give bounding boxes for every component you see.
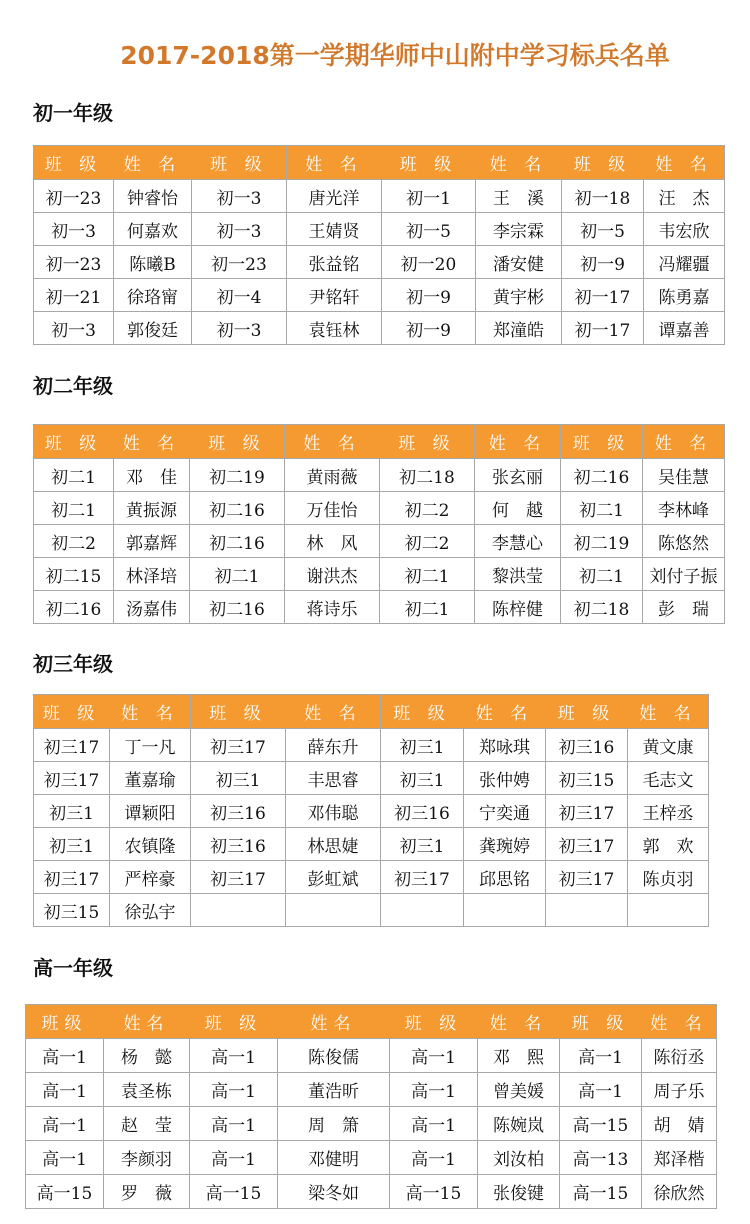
student-name-cell: 徐珞甯 bbox=[114, 279, 192, 312]
table-row bbox=[34, 861, 709, 894]
class-cell bbox=[381, 894, 464, 927]
class-cell: 高一15 bbox=[390, 1175, 478, 1209]
header-row bbox=[34, 695, 709, 729]
class-cell: 初一3 bbox=[192, 312, 287, 345]
class-cell: 高一15 bbox=[560, 1175, 642, 1209]
roster-table-grade8 bbox=[33, 424, 725, 624]
student-name-cell: 钟睿怡 bbox=[114, 180, 192, 213]
class-cell: 高一1 bbox=[26, 1039, 104, 1073]
table-row bbox=[34, 894, 709, 927]
table-row bbox=[34, 762, 709, 795]
student-name-cell: 陈贞羽 bbox=[628, 861, 709, 894]
student-name-cell: 赵 莹 bbox=[104, 1107, 190, 1141]
class-cell: 初一21 bbox=[34, 279, 114, 312]
class-cell bbox=[191, 894, 286, 927]
class-cell: 高一1 bbox=[390, 1073, 478, 1107]
class-cell: 初三17 bbox=[34, 729, 110, 762]
class-cell: 高一1 bbox=[560, 1039, 642, 1073]
class-cell: 高一1 bbox=[190, 1073, 278, 1107]
column-header-class: 班 级 bbox=[381, 695, 464, 729]
class-cell: 初三17 bbox=[546, 861, 628, 894]
student-name-cell: 张玄丽 bbox=[475, 459, 561, 492]
column-header-class: 班 级 bbox=[190, 1005, 278, 1039]
class-cell: 初三16 bbox=[546, 729, 628, 762]
column-header-class: 班 级 bbox=[34, 425, 114, 459]
class-cell: 初二18 bbox=[561, 591, 643, 624]
class-cell: 初二16 bbox=[34, 591, 114, 624]
table-row bbox=[34, 246, 725, 279]
class-cell: 高一1 bbox=[190, 1141, 278, 1175]
student-name-cell: 董嘉瑜 bbox=[110, 762, 191, 795]
student-name-cell: 黄雨薇 bbox=[285, 459, 380, 492]
student-name-cell: 邓伟聪 bbox=[286, 795, 381, 828]
student-name-cell: 郑潼皓 bbox=[476, 312, 562, 345]
student-name-cell: 林思婕 bbox=[286, 828, 381, 861]
student-name-cell: 严梓豪 bbox=[110, 861, 191, 894]
student-name-cell: 薛东升 bbox=[286, 729, 381, 762]
student-name-cell bbox=[628, 894, 709, 927]
class-cell: 初三16 bbox=[191, 795, 286, 828]
header-row bbox=[26, 1005, 717, 1039]
student-name-cell: 潘安健 bbox=[476, 246, 562, 279]
student-name-cell: 彭 瑞 bbox=[643, 591, 725, 624]
class-cell: 初一9 bbox=[382, 312, 476, 345]
student-name-cell: 汪 杰 bbox=[644, 180, 725, 213]
column-header-class: 班 级 bbox=[560, 1005, 642, 1039]
student-name-cell: 李颜羽 bbox=[104, 1141, 190, 1175]
class-cell: 初一5 bbox=[382, 213, 476, 246]
column-header-class: 班 级 bbox=[34, 695, 110, 729]
student-name-cell: 郭 欢 bbox=[628, 828, 709, 861]
student-name-cell: 张仲娉 bbox=[464, 762, 546, 795]
column-header-name: 姓 名 bbox=[478, 1005, 560, 1039]
class-cell: 高一13 bbox=[560, 1141, 642, 1175]
student-name-cell: 张益铭 bbox=[287, 246, 382, 279]
student-name-cell: 黄文康 bbox=[628, 729, 709, 762]
table-row bbox=[26, 1141, 717, 1175]
class-cell: 初一3 bbox=[34, 213, 114, 246]
student-name-cell: 林 风 bbox=[285, 525, 380, 558]
class-cell: 初三17 bbox=[34, 861, 110, 894]
class-cell: 初二16 bbox=[190, 591, 285, 624]
column-header-class: 班 级 bbox=[561, 425, 643, 459]
student-name-cell: 周 箫 bbox=[278, 1107, 390, 1141]
class-cell: 初一20 bbox=[382, 246, 476, 279]
column-header-name: 姓 名 bbox=[287, 146, 382, 180]
student-name-cell: 丁一凡 bbox=[110, 729, 191, 762]
column-header-class: 班 级 bbox=[192, 146, 287, 180]
table-row bbox=[34, 213, 725, 246]
class-cell: 初二1 bbox=[190, 558, 285, 591]
roster-table-grade9 bbox=[33, 694, 709, 927]
class-cell: 初一23 bbox=[192, 246, 287, 279]
student-name-cell: 杨 懿 bbox=[104, 1039, 190, 1073]
student-name-cell: 郑咏琪 bbox=[464, 729, 546, 762]
student-name-cell: 袁圣栋 bbox=[104, 1073, 190, 1107]
class-cell: 高一1 bbox=[190, 1039, 278, 1073]
table-row bbox=[34, 729, 709, 762]
student-name-cell: 董浩昕 bbox=[278, 1073, 390, 1107]
student-name-cell: 王梓丞 bbox=[628, 795, 709, 828]
class-cell: 高一15 bbox=[560, 1107, 642, 1141]
student-name-cell: 胡 婧 bbox=[642, 1107, 717, 1141]
class-cell: 高一1 bbox=[390, 1107, 478, 1141]
student-name-cell bbox=[286, 894, 381, 927]
student-name-cell: 万佳怡 bbox=[285, 492, 380, 525]
column-header-class: 班 级 bbox=[382, 146, 476, 180]
table-row bbox=[26, 1175, 717, 1209]
student-name-cell: 梁冬如 bbox=[278, 1175, 390, 1209]
student-name-cell: 邓 佳 bbox=[114, 459, 190, 492]
class-cell: 初一9 bbox=[382, 279, 476, 312]
table-row bbox=[34, 312, 725, 345]
student-name-cell: 汤嘉伟 bbox=[114, 591, 190, 624]
student-name-cell: 吴佳慧 bbox=[643, 459, 725, 492]
table-row bbox=[34, 492, 725, 525]
class-cell: 高一15 bbox=[26, 1175, 104, 1209]
student-name-cell: 郑泽楷 bbox=[642, 1141, 717, 1175]
page-title: 2017-2018第一学期华师中山附中学习标兵名单 bbox=[120, 41, 670, 70]
class-cell: 初一23 bbox=[34, 246, 114, 279]
student-name-cell: 谢洪杰 bbox=[285, 558, 380, 591]
class-cell: 初三1 bbox=[381, 828, 464, 861]
column-header-name: 姓 名 bbox=[110, 695, 191, 729]
student-name-cell: 徐欣然 bbox=[642, 1175, 717, 1209]
student-name-cell: 林泽培 bbox=[114, 558, 190, 591]
class-cell: 初三17 bbox=[546, 828, 628, 861]
column-header-class: 班 级 bbox=[34, 146, 114, 180]
class-cell: 初二1 bbox=[380, 591, 475, 624]
grade-heading-2: 初二年级 bbox=[33, 374, 113, 398]
class-cell: 高一1 bbox=[390, 1039, 478, 1073]
student-name-cell: 陈婉岚 bbox=[478, 1107, 560, 1141]
student-name-cell: 李慧心 bbox=[475, 525, 561, 558]
student-name-cell: 何嘉欢 bbox=[114, 213, 192, 246]
column-header-name: 姓 名 bbox=[643, 425, 725, 459]
student-name-cell: 龚琬婷 bbox=[464, 828, 546, 861]
student-name-cell: 陈曦B bbox=[114, 246, 192, 279]
class-cell: 初三16 bbox=[191, 828, 286, 861]
column-header-name: 姓名 bbox=[104, 1005, 190, 1039]
class-cell: 初三17 bbox=[381, 861, 464, 894]
class-cell: 高一1 bbox=[26, 1107, 104, 1141]
student-name-cell: 邓健明 bbox=[278, 1141, 390, 1175]
class-cell: 初三1 bbox=[34, 795, 110, 828]
class-cell: 初二1 bbox=[34, 459, 114, 492]
student-name-cell: 农镇隆 bbox=[110, 828, 191, 861]
student-name-cell: 谭嘉善 bbox=[644, 312, 725, 345]
student-name-cell: 陈悠然 bbox=[643, 525, 725, 558]
student-name-cell: 何 越 bbox=[475, 492, 561, 525]
class-cell: 初二18 bbox=[380, 459, 475, 492]
column-header-name: 姓 名 bbox=[114, 425, 190, 459]
class-cell: 初二2 bbox=[380, 492, 475, 525]
student-name-cell bbox=[464, 894, 546, 927]
class-cell: 初二2 bbox=[380, 525, 475, 558]
student-name-cell: 黄振源 bbox=[114, 492, 190, 525]
student-name-cell: 陈衍丞 bbox=[642, 1039, 717, 1073]
class-cell: 初二2 bbox=[34, 525, 114, 558]
student-name-cell: 罗 薇 bbox=[104, 1175, 190, 1209]
grade-heading-1: 初一年级 bbox=[33, 101, 113, 125]
student-name-cell: 彭虹斌 bbox=[286, 861, 381, 894]
student-name-cell: 谭颖阳 bbox=[110, 795, 191, 828]
class-cell: 初二15 bbox=[34, 558, 114, 591]
table-row bbox=[34, 459, 725, 492]
table-row bbox=[34, 795, 709, 828]
student-name-cell: 蒋诗乐 bbox=[285, 591, 380, 624]
column-header-name: 姓 名 bbox=[644, 146, 725, 180]
class-cell: 初三1 bbox=[34, 828, 110, 861]
class-cell: 高一15 bbox=[190, 1175, 278, 1209]
class-cell: 高一1 bbox=[190, 1107, 278, 1141]
student-name-cell: 邱思铭 bbox=[464, 861, 546, 894]
column-header-name: 姓 名 bbox=[464, 695, 546, 729]
class-cell: 初一3 bbox=[192, 180, 287, 213]
student-name-cell: 唐光洋 bbox=[287, 180, 382, 213]
class-cell: 初二16 bbox=[190, 492, 285, 525]
class-cell: 初一1 bbox=[382, 180, 476, 213]
class-cell: 初一3 bbox=[192, 213, 287, 246]
class-cell: 初三15 bbox=[34, 894, 110, 927]
student-name-cell: 徐弘宇 bbox=[110, 894, 191, 927]
class-cell: 初三17 bbox=[546, 795, 628, 828]
column-header-class: 班 级 bbox=[380, 425, 475, 459]
class-cell: 初二1 bbox=[380, 558, 475, 591]
student-name-cell: 曾美媛 bbox=[478, 1073, 560, 1107]
class-cell: 初三17 bbox=[191, 861, 286, 894]
column-header-name: 姓 名 bbox=[114, 146, 192, 180]
table-row bbox=[34, 279, 725, 312]
table-row bbox=[26, 1039, 717, 1073]
student-name-cell: 毛志文 bbox=[628, 762, 709, 795]
class-cell: 初二1 bbox=[34, 492, 114, 525]
column-header-name: 姓 名 bbox=[286, 695, 381, 729]
student-name-cell: 黄宇彬 bbox=[476, 279, 562, 312]
column-header-name: 姓 名 bbox=[285, 425, 380, 459]
student-name-cell: 刘付子振 bbox=[643, 558, 725, 591]
column-header-class: 班 级 bbox=[191, 695, 286, 729]
class-cell: 初三1 bbox=[191, 762, 286, 795]
table-row bbox=[26, 1073, 717, 1107]
class-cell: 初二1 bbox=[561, 492, 643, 525]
student-name-cell: 冯耀疆 bbox=[644, 246, 725, 279]
column-header-class: 班 级 bbox=[390, 1005, 478, 1039]
class-cell bbox=[546, 894, 628, 927]
class-cell: 初二19 bbox=[190, 459, 285, 492]
grade-heading-3: 初三年级 bbox=[33, 652, 113, 676]
class-cell: 初三15 bbox=[546, 762, 628, 795]
roster-table-grade10 bbox=[25, 1004, 717, 1209]
student-name-cell: 王 溪 bbox=[476, 180, 562, 213]
student-name-cell: 张俊键 bbox=[478, 1175, 560, 1209]
class-cell: 初一5 bbox=[562, 213, 644, 246]
table-row bbox=[34, 180, 725, 213]
student-name-cell: 郭俊廷 bbox=[114, 312, 192, 345]
class-cell: 初三16 bbox=[381, 795, 464, 828]
class-cell: 初二1 bbox=[561, 558, 643, 591]
class-cell: 初一17 bbox=[562, 279, 644, 312]
header-row bbox=[34, 425, 725, 459]
column-header-name: 姓名 bbox=[278, 1005, 390, 1039]
class-cell: 高一1 bbox=[560, 1073, 642, 1107]
student-name-cell: 陈勇嘉 bbox=[644, 279, 725, 312]
column-header-class: 班 级 bbox=[562, 146, 644, 180]
class-cell: 初一18 bbox=[562, 180, 644, 213]
header-row bbox=[34, 146, 725, 180]
roster-table-grade7 bbox=[33, 145, 725, 345]
column-header-name: 姓 名 bbox=[642, 1005, 717, 1039]
table-row bbox=[26, 1107, 717, 1141]
class-cell: 高一1 bbox=[26, 1141, 104, 1175]
column-header-class: 班 级 bbox=[190, 425, 285, 459]
student-name-cell: 郭嘉辉 bbox=[114, 525, 190, 558]
class-cell: 初二16 bbox=[190, 525, 285, 558]
class-cell: 高一1 bbox=[390, 1141, 478, 1175]
class-cell: 初一4 bbox=[192, 279, 287, 312]
column-header-name: 姓 名 bbox=[628, 695, 709, 729]
class-cell: 初三17 bbox=[191, 729, 286, 762]
column-header-class: 班级 bbox=[26, 1005, 104, 1039]
student-name-cell: 韦宏欣 bbox=[644, 213, 725, 246]
column-header-class: 班 级 bbox=[546, 695, 628, 729]
student-name-cell: 刘汝柏 bbox=[478, 1141, 560, 1175]
class-cell: 初二16 bbox=[561, 459, 643, 492]
table-row bbox=[34, 558, 725, 591]
class-cell: 初一17 bbox=[562, 312, 644, 345]
class-cell: 初一3 bbox=[34, 312, 114, 345]
class-cell: 初二19 bbox=[561, 525, 643, 558]
class-cell: 初一9 bbox=[562, 246, 644, 279]
class-cell: 初三17 bbox=[34, 762, 110, 795]
student-name-cell: 李林峰 bbox=[643, 492, 725, 525]
student-name-cell: 宁奕通 bbox=[464, 795, 546, 828]
column-header-name: 姓 名 bbox=[476, 146, 562, 180]
student-name-cell: 邓 熙 bbox=[478, 1039, 560, 1073]
class-cell: 初三1 bbox=[381, 762, 464, 795]
student-name-cell: 尹铭轩 bbox=[287, 279, 382, 312]
student-name-cell: 王婧贤 bbox=[287, 213, 382, 246]
student-name-cell: 周子乐 bbox=[642, 1073, 717, 1107]
table-row bbox=[34, 525, 725, 558]
table-row bbox=[34, 591, 725, 624]
student-name-cell: 黎洪莹 bbox=[475, 558, 561, 591]
class-cell: 高一1 bbox=[26, 1073, 104, 1107]
student-name-cell: 李宗霖 bbox=[476, 213, 562, 246]
student-name-cell: 袁钰林 bbox=[287, 312, 382, 345]
class-cell: 初一23 bbox=[34, 180, 114, 213]
column-header-name: 姓 名 bbox=[475, 425, 561, 459]
student-name-cell: 陈俊儒 bbox=[278, 1039, 390, 1073]
student-name-cell: 陈梓健 bbox=[475, 591, 561, 624]
class-cell: 初三1 bbox=[381, 729, 464, 762]
table-row bbox=[34, 828, 709, 861]
grade-heading-4: 高一年级 bbox=[33, 956, 113, 980]
student-name-cell: 丰思睿 bbox=[286, 762, 381, 795]
